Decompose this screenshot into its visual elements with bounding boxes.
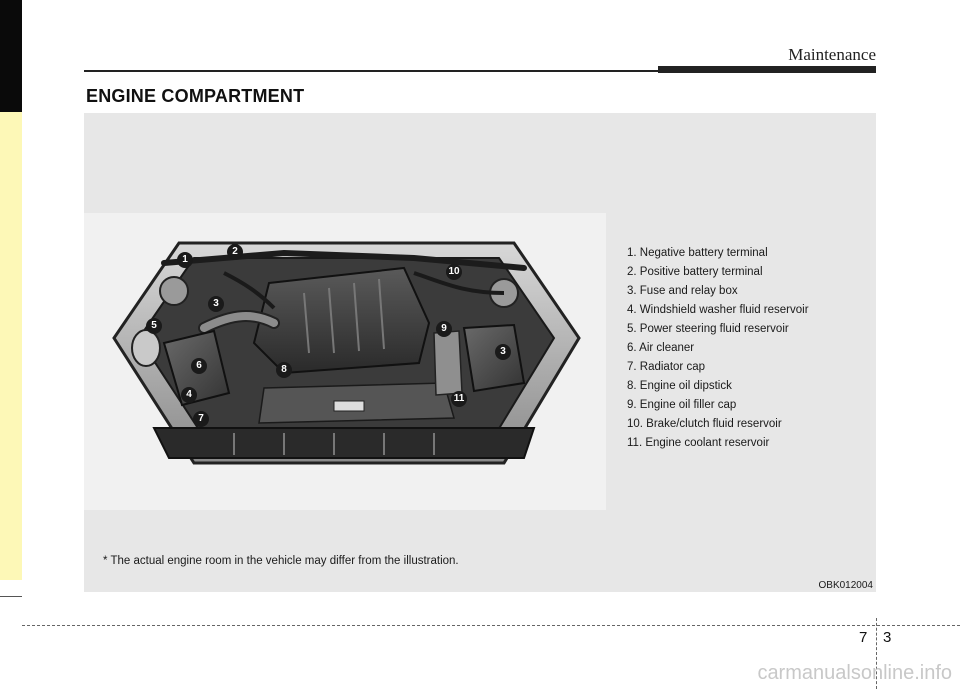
chapter-tab-black xyxy=(0,0,22,112)
callout-9: 9 xyxy=(436,321,452,337)
callout-11: 11 xyxy=(451,391,467,407)
header-bar xyxy=(658,66,876,73)
section-name: Maintenance xyxy=(788,45,876,64)
engine-compartment-illustration xyxy=(84,213,606,510)
illustration-footnote: * The actual engine room in the vehicle may differ from the illustration. xyxy=(103,555,459,567)
legend-item: 4. Windshield washer fluid reservoir xyxy=(627,304,809,316)
legend-item: 3. Fuse and relay box xyxy=(627,285,738,297)
chapter-tab-yellow xyxy=(0,112,22,580)
legend-item: 8. Engine oil dipstick xyxy=(627,380,732,392)
callout-10: 10 xyxy=(446,264,462,280)
legend-item: 2. Positive battery terminal xyxy=(627,266,763,278)
callout-8: 8 xyxy=(276,362,292,378)
callout-7: 7 xyxy=(193,411,209,427)
callout-4: 4 xyxy=(181,387,197,403)
legend-item: 7. Radiator cap xyxy=(627,361,705,373)
callout-3b: 3 xyxy=(495,344,511,360)
page-title: ENGINE COMPARTMENT xyxy=(86,86,305,106)
legend-item: 9. Engine oil filler cap xyxy=(627,399,737,411)
callout-1: 1 xyxy=(177,252,193,268)
legend-item: 11. Engine coolant reservoir xyxy=(627,437,770,449)
page-number: 3 xyxy=(883,629,892,646)
parts-legend xyxy=(627,244,809,453)
callout-3a: 3 xyxy=(208,296,224,312)
page-chapter: 7 xyxy=(859,629,868,646)
callout-5: 5 xyxy=(146,318,162,334)
watermark: carmanualsonline.info xyxy=(757,662,952,684)
callout-2: 2 xyxy=(227,244,243,260)
header-rule xyxy=(84,70,658,72)
legend-item: 1. Negative battery terminal xyxy=(627,247,768,259)
legend-item: 6. Air cleaner xyxy=(627,342,695,354)
legend-item: 10. Brake/clutch fluid reservoir xyxy=(627,418,782,430)
figure-code: OBK012004 xyxy=(818,580,873,591)
callout-6: 6 xyxy=(191,358,207,374)
footer-rule xyxy=(22,625,960,626)
side-rule xyxy=(0,596,22,597)
legend-item: 5. Power steering fluid reservoir xyxy=(627,323,789,335)
